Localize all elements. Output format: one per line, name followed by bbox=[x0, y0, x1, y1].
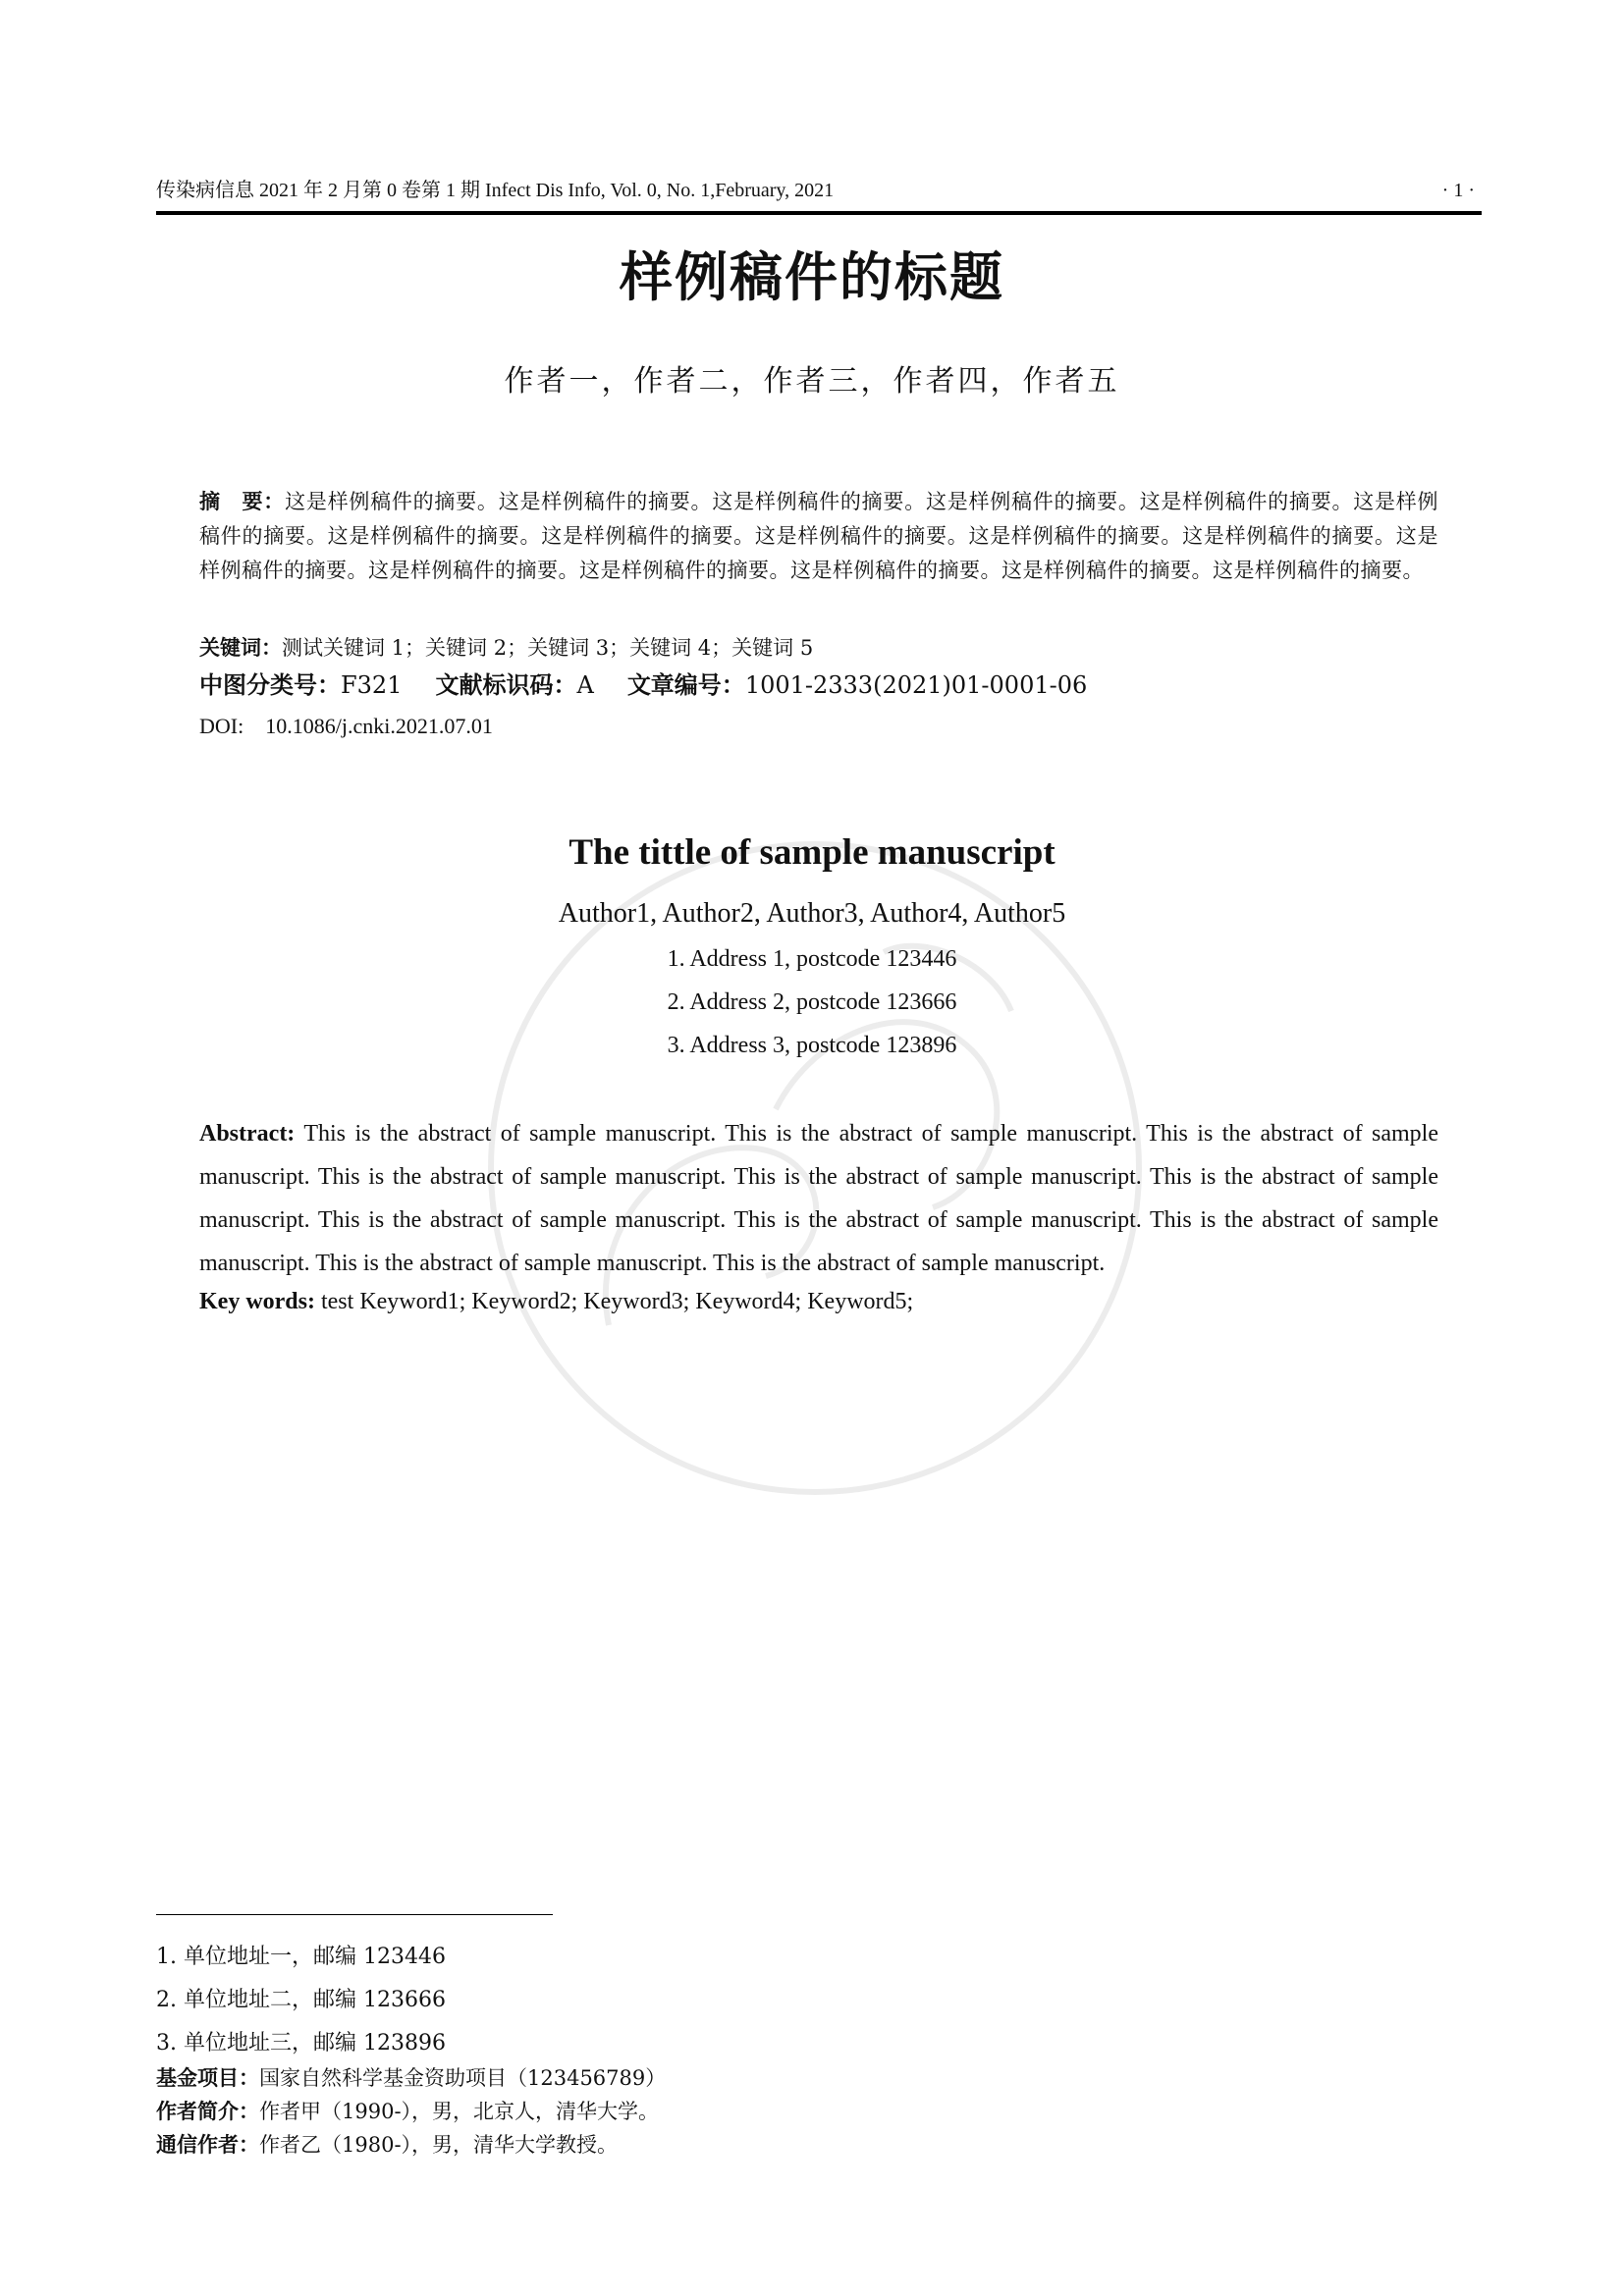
bio-line bbox=[156, 2095, 666, 2128]
page-number: · 1 · bbox=[1441, 180, 1475, 201]
footnote-list bbox=[156, 1936, 446, 2065]
fund-value: 国家自然科学基金资助项目（123456789） bbox=[259, 2066, 667, 2090]
classification-line bbox=[199, 667, 1087, 704]
corr-line bbox=[156, 2128, 666, 2162]
doi-label: DOI: bbox=[199, 714, 244, 738]
footnote-item: 1. 单位地址一，邮编 123446 bbox=[156, 1945, 446, 1969]
corr-value: 作者乙（1980-），男，清华大学教授。 bbox=[259, 2133, 619, 2157]
title-cn: 样例稿件的标题 bbox=[620, 246, 1004, 308]
keywords-cn bbox=[199, 630, 813, 666]
authors-cn: 作者一，作者二，作者三，作者四，作者五 bbox=[504, 364, 1120, 399]
authors-en: Author1, Author2, Author3, Author4, Author5 bbox=[558, 898, 1066, 929]
journal-info: 传染病信息 2021 年 2 月第 0 卷第 1 期 Infect Dis Info, Vol. 0, No. 1,February, 2021 bbox=[156, 180, 835, 201]
fund-line bbox=[156, 2061, 666, 2095]
doi-value[interactable]: 10.1086/j.cnki.2021.07.01 bbox=[265, 714, 493, 738]
footnote-item: 3. 单位地址三，邮编 123896 bbox=[156, 2031, 446, 2056]
doc-code-value: A bbox=[576, 671, 594, 699]
address-item: 3. Address 3, postcode 123896 bbox=[667, 1033, 957, 1058]
keywords-cn-text: 测试关键词 1；关键词 2；关键词 3；关键词 4；关键词 5 bbox=[282, 636, 814, 660]
funding-info bbox=[156, 2061, 666, 2162]
article-no-value: 1001-2333(2021)01-0001-06 bbox=[744, 671, 1088, 699]
corr-label: 通信作者： bbox=[156, 2133, 259, 2157]
doc-code-label: 文献标识码： bbox=[435, 671, 577, 699]
address-item: 2. Address 2, postcode 123666 bbox=[667, 989, 957, 1015]
address-list bbox=[0, 937, 1624, 1067]
doi-line bbox=[199, 709, 493, 744]
fund-label: 基金项目： bbox=[156, 2066, 259, 2090]
abstract-en-text: This is the abstract of sample manuscript. This is the abstract of sample manuscript. This is the abstract of sample manuscript. This is the abstract of sample manuscript. This is the abstract of sample manuscript. This is the abstract of sample manuscript. This is the abstract of sample manuscript. This is the abstract of sample manuscript. This is the abstract of sample manuscript. This is the abstract of sample manuscript. This is the abstract of sample manuscript. bbox=[199, 1121, 1438, 1276]
abstract-cn-text: 这是样例稿件的摘要。这是样例稿件的摘要。这是样例稿件的摘要。这是样例稿件的摘要。这是样例稿件的摘要。这是样例稿件的摘要。这是样例稿件的摘要。这是样例稿件的摘要。这是样例稿件的摘要。这是样例稿件的摘要。这是样例稿件的摘要。这是样例稿件的摘要。这是样例稿件的摘要。这是样例稿件的摘要。这是样例稿件的摘要。这是样例稿件的摘要。这是样例稿件的摘要。 bbox=[199, 490, 1439, 582]
footnote-item: 2. 单位地址二，邮编 123666 bbox=[156, 1988, 446, 2012]
bio-value: 作者甲（1990-），男，北京人，清华大学。 bbox=[259, 2100, 660, 2123]
abstract-en bbox=[199, 1112, 1438, 1285]
title-en: The tittle of sample manuscript bbox=[568, 832, 1056, 873]
clc-value: F321 bbox=[341, 671, 403, 699]
keywords-en bbox=[199, 1282, 913, 1321]
keywords-en-label: Key words: bbox=[199, 1289, 315, 1314]
running-header bbox=[156, 173, 1475, 208]
abstract-en-label: Abstract: bbox=[199, 1121, 296, 1147]
article-no-label: 文章编号： bbox=[626, 671, 745, 699]
clc-label: 中图分类号： bbox=[199, 671, 341, 699]
bio-label: 作者简介： bbox=[156, 2100, 259, 2123]
keywords-en-text: test Keyword1; Keyword2; Keyword3; Keyword4; Keyword5; bbox=[320, 1289, 914, 1314]
abstract-cn-label: 摘 要： bbox=[199, 490, 286, 513]
address-item: 1. Address 1, postcode 123446 bbox=[667, 946, 957, 972]
abstract-cn bbox=[199, 485, 1438, 588]
header-rule bbox=[156, 211, 1482, 215]
footnote-rule bbox=[156, 1914, 553, 1915]
keywords-cn-label: 关键词： bbox=[199, 636, 282, 660]
